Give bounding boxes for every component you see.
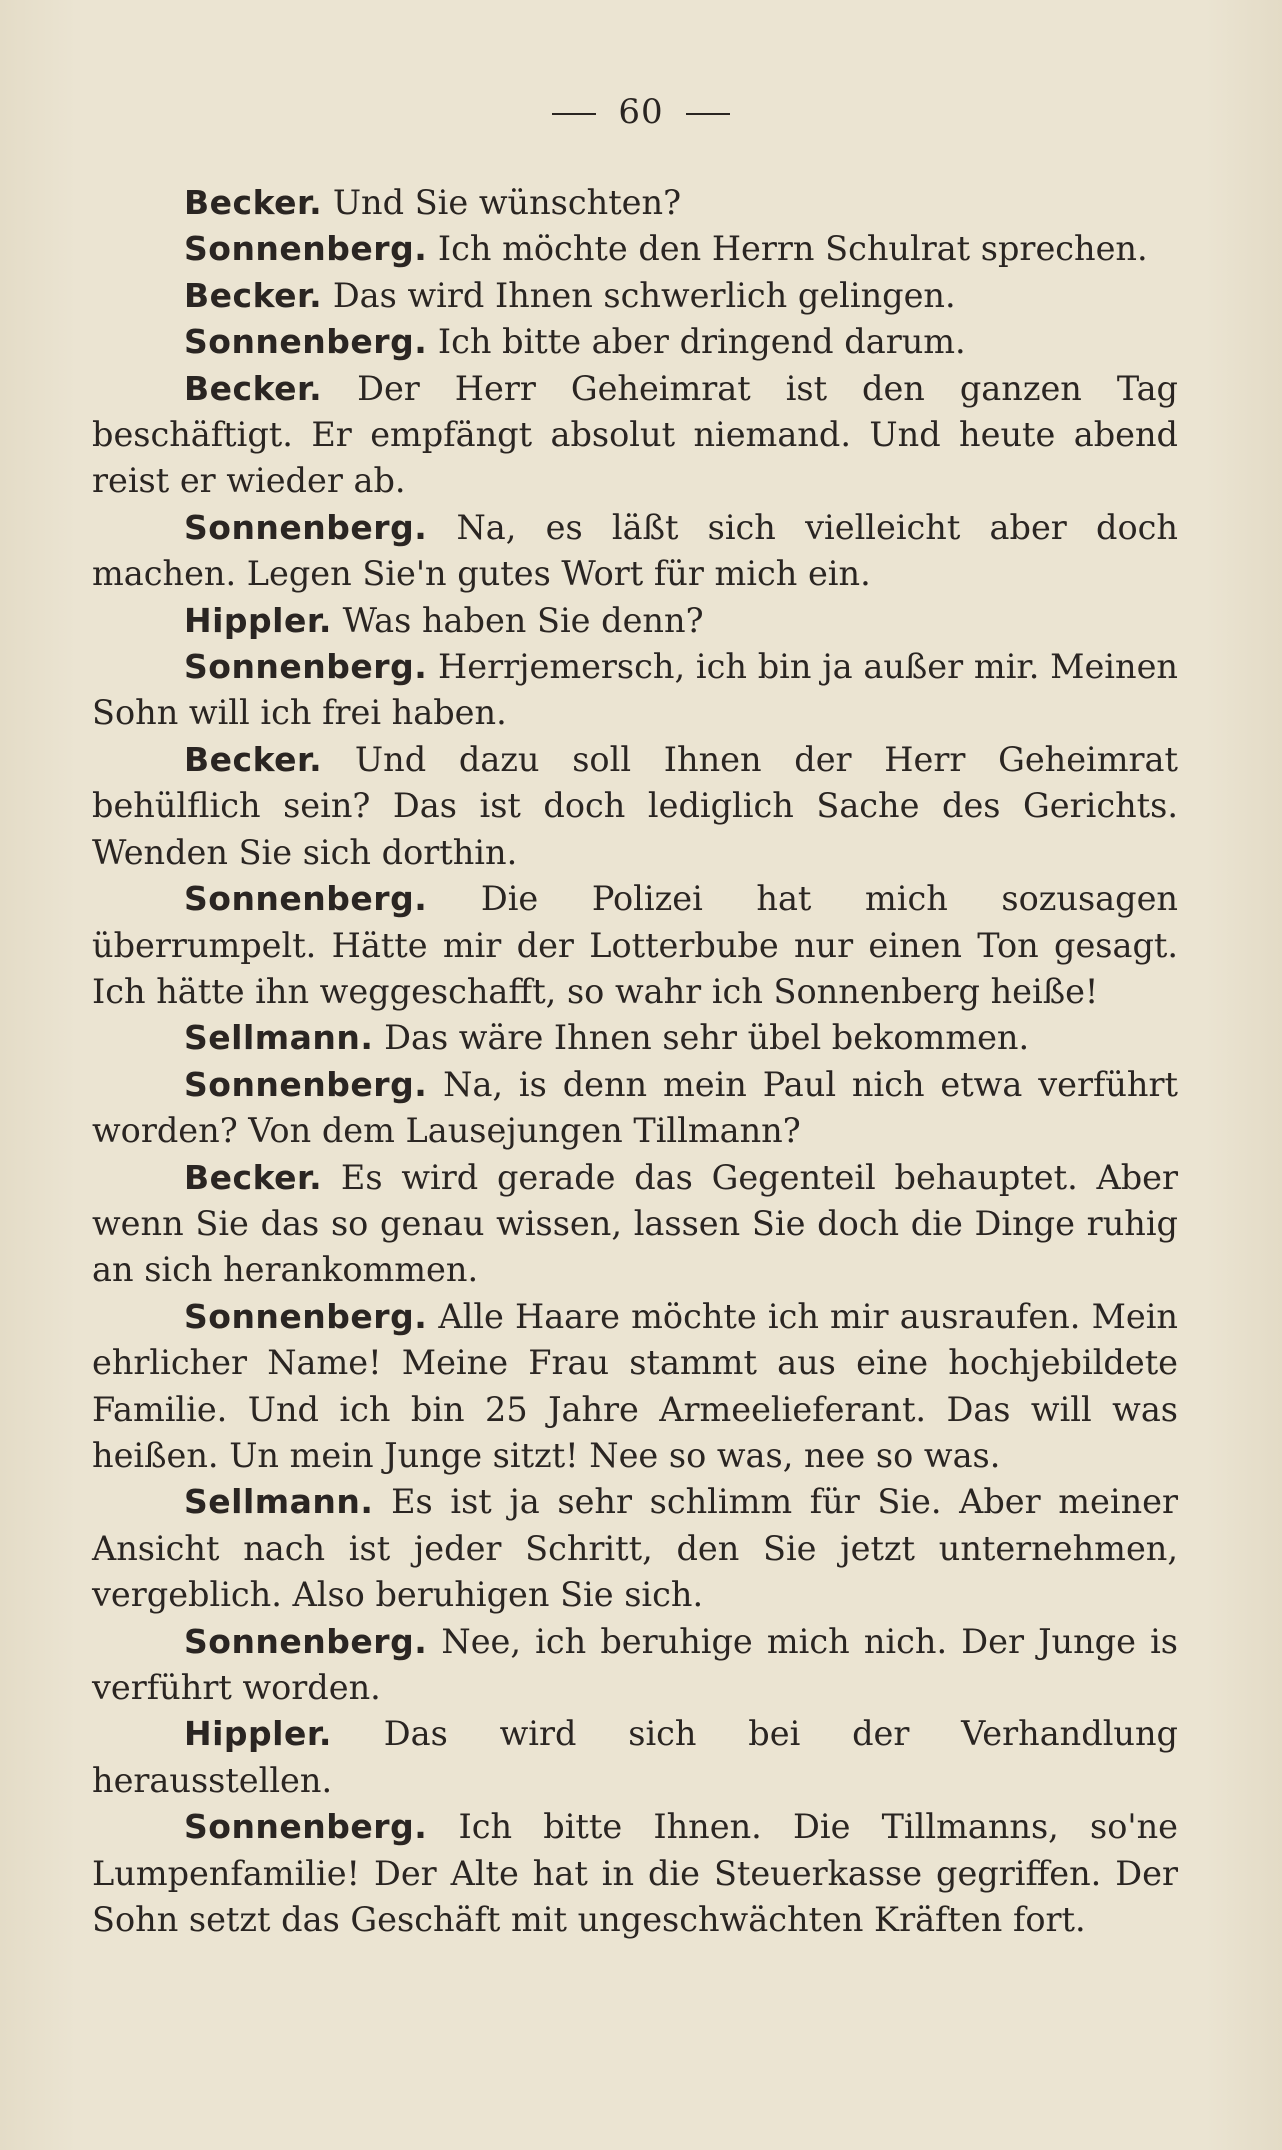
speaker-name: Sonnenberg. [184,1807,428,1847]
spoken-text: Es ist ja sehr schlimm für Sie. Aber meiner Ansicht nach ist jeder Schritt, den Sie jetzt unternehmen, vergeblich. Also beruhigen Sie sich. [92,1482,1178,1615]
speaker-name: Sonnenberg. [184,879,428,919]
spoken-text: Das wird sich bei der Verhandlung herausstellen. [92,1714,1178,1800]
dialogue-paragraph [92,366,1178,505]
speaker-name: Sonnenberg. [184,647,428,687]
spoken-text: Herrjemersch, ich bin ja außer mir. Meinen Sohn will ich frei haben. [92,647,1178,733]
spoken-text: Und Sie wünschten? [332,183,682,222]
speaker-name: Becker. [184,739,323,779]
dialogue-paragraph [92,1711,1178,1804]
spoken-text: Alle Haare möchte ich mir ausraufen. Mein ehrlicher Name! Meine Frau stammt aus eine hochjebildete Familie. Und ich bin 25 Jahre Armeelieferant. Das will was heißen. Un mein Junge sitzt! Nee so was, nee so was. [92,1296,1179,1475]
speaker-name: Sonnenberg. [184,1296,428,1336]
dialogue-paragraph [92,1479,1178,1618]
right-dash [686,113,730,115]
speaker-name: Hippler. [184,1714,332,1754]
speaker-name: Becker. [184,275,323,315]
spoken-text: Na, es läßt sich vielleicht aber doch machen. Legen Sie'n gutes Wort für mich ein. [92,507,1178,594]
spoken-text: Nee, ich beruhige mich nich. Der Junge is verführt worden. [92,1621,1178,1707]
dialogue-paragraph [92,319,1178,365]
dialogue-paragraph [92,1619,1178,1712]
speaker-name: Becker. [184,183,323,222]
speaker-name: Sonnenberg. [184,1064,428,1104]
dialogue-paragraph [92,273,1178,319]
spoken-text: Ich bitte Ihnen. Die Tillmanns, so'ne Lumpenfamilie! Der Alte hat in die Steuerkasse gegriffen. Der Sohn setzt das Geschäft mit ungeschwächten Kräften fort. [92,1807,1178,1940]
speaker-name: Sonnenberg. [184,229,428,269]
spoken-text: Die Polizei hat mich sozusagen überrumpelt. Hätte mir der Lotterbube nur einen Ton gesagt. Ich hätte ihn weggeschafft, so wahr ich Sonnenberg heiße! [92,879,1178,1011]
dialogue-paragraph [92,644,1178,737]
dialogue-paragraph [92,180,1178,226]
page-number-text: 60 [618,92,664,132]
speaker-name: Becker. [184,1157,323,1197]
spoken-text: Was haben Sie denn? [342,600,704,640]
dialogue-paragraph [92,1155,1178,1294]
dialogue-paragraph [92,1294,1178,1480]
speaker-name: Becker. [184,368,323,408]
spoken-text: Na, is denn mein Paul nich etwa verführt worden? Von dem Lausejungen Tillmann? [92,1064,1178,1151]
dialogue-text [92,180,1178,1943]
speaker-name: Sellmann. [184,1018,374,1058]
spoken-text: Ich möchte den Herrn Schulrat sprechen. [437,229,1148,269]
speaker-name: Sonnenberg. [184,507,428,547]
dialogue-paragraph [92,1015,1178,1061]
spoken-text: Der Herr Geheimrat ist den ganzen Tag beschäftigt. Er empfängt absolut niemand. Und heute abend reist er wieder ab. [92,368,1178,501]
dialogue-paragraph [92,1804,1178,1943]
dialogue-paragraph [92,876,1178,1015]
speaker-name: Sonnenberg. [184,322,428,362]
dialogue-paragraph [92,226,1178,272]
spoken-text: Das wäre Ihnen sehr übel bekommen. [384,1018,1030,1058]
speaker-name: Sonnenberg. [184,1621,428,1661]
spoken-text: Das wird Ihnen schwerlich gelingen. [332,275,956,315]
speaker-name: Hippler. [184,600,332,640]
dialogue-paragraph [92,505,1178,598]
dialogue-paragraph [92,1062,1178,1155]
speaker-name: Sellmann. [184,1482,374,1522]
page-number [0,92,1282,132]
spoken-text: Es wird gerade das Gegenteil behauptet. Aber wenn Sie das so genau wissen, lassen Sie doch die Dinge ruhig an sich herankommen. [92,1157,1178,1290]
spoken-text: Und dazu soll Ihnen der Herr Geheimrat behülflich sein? Das ist doch lediglich Sache des Gerichts. Wenden Sie sich dorthin. [92,739,1178,872]
left-dash [552,113,596,115]
spoken-text: Ich bitte aber dringend darum. [437,322,966,362]
dialogue-paragraph [92,737,1178,876]
dialogue-paragraph [92,598,1178,644]
